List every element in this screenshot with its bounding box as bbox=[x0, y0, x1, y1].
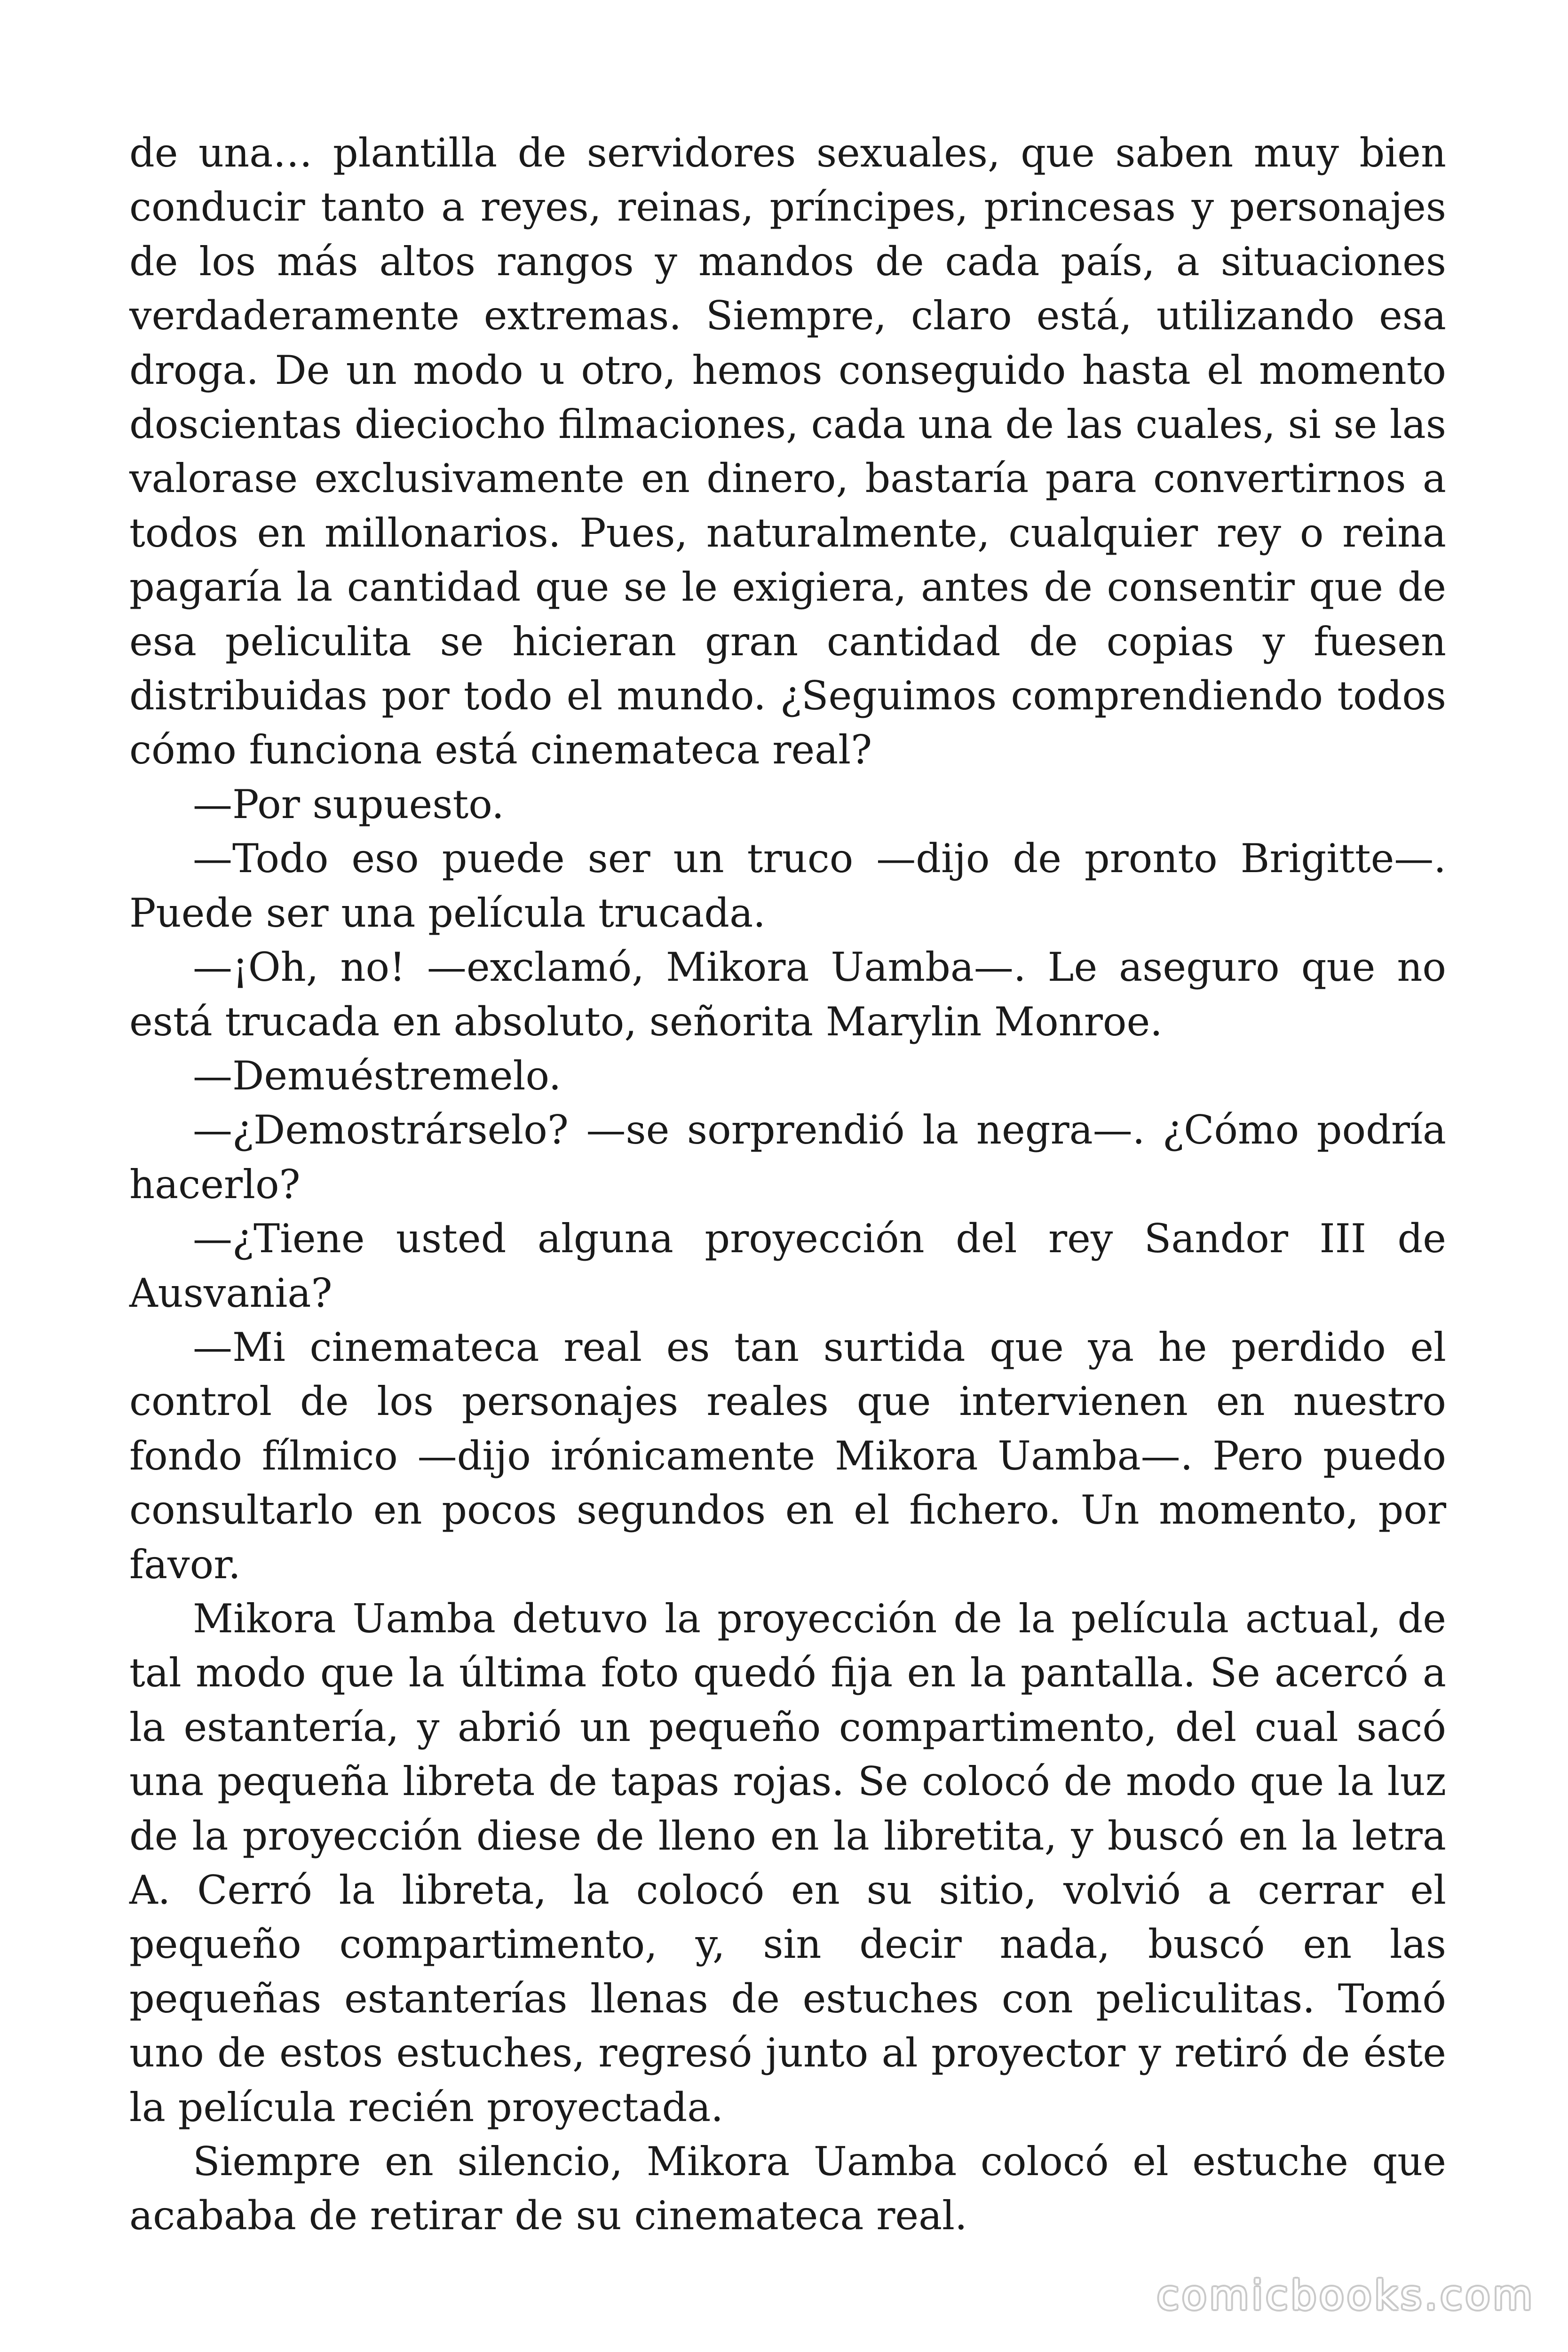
dialogue-paragraph: —Demuéstremelo. bbox=[193, 1052, 562, 1099]
page-text bbox=[129, 126, 1446, 2243]
dialogue-paragraph: —Por supuesto. bbox=[193, 781, 504, 827]
watermark: comicbooks.com bbox=[1156, 2272, 1535, 2319]
narrative-paragraph: Siempre en silencio, Mikora Uamba colocó el estuche que acababa de retirar de su cinemateca real. bbox=[129, 2138, 1446, 2239]
narrative-paragraph: Mikora Uamba detuvo la proyección de la película actual, de tal modo que la última foto quedó fija en la pantalla. Se acercó a la estantería, y abrió un pequeño compartimento, del cual sacó una pequeña libreta de tapas rojas. Se colocó de modo que la luz de la proyección diese de lleno en la libretita, y buscó en la letra A. Cerró la libreta, la colocó en su sitio, volvió a cerrar el pequeño compartimento, y, sin decir nada, buscó en las pequeñas estanterías llenas de estuches con peliculitas. Tomó uno de estos estuches, regresó junto al proyector y retiró de éste la película recién proyectada. bbox=[129, 1595, 1446, 2130]
dialogue-paragraph: —¡Oh, no! —exclamó, Mikora Uamba—. Le aseguro que no está trucada en absoluto, señorita Marylin Monroe. bbox=[129, 944, 1446, 1045]
dialogue-paragraph: —¿Demostrárselo? —se sorprendió la negra—. ¿Cómo podría hacerlo? bbox=[129, 1107, 1446, 1208]
dialogue-paragraph: —Mi cinemateca real es tan surtida que ya he perdido el control de los personajes reales que intervienen en nuestro fondo fílmico —dijo irónicamente Mikora Uamba—. Pero puedo consultarlo en pocos segundos en el fichero. Un momento, por favor. bbox=[129, 1324, 1446, 1588]
dialogue-paragraph: —¿Tiene usted alguna proyección del rey Sandor III de Ausvania? bbox=[129, 1216, 1446, 1316]
dialogue-paragraph: —Todo eso puede ser un truco —dijo de pronto Brigitte—. Puede ser una película trucada. bbox=[129, 835, 1446, 936]
paragraph-continued: de una… plantilla de servidores sexuales, que saben muy bien conducir tanto a reyes, reinas, príncipes, princesas y personajes de los más altos rangos y mandos de cada país, a situaciones verdaderamente extremas. Siempre, claro está, utilizando esa droga. De un modo u otro, hemos conseguido hasta el momento doscientas dieciocho filmaciones, cada una de las cuales, si se las valorase exclusivamente en dinero, bastaría para convertirnos a todos en millonarios. Pues, naturalmente, cualquier rey o reina pagaría la cantidad que se le exigiera, antes de consentir que de esa peliculita se hicieran gran cantidad de copias y fuesen distribuidas por todo el mundo. ¿Seguimos comprendiendo todos cómo funciona está cinemateca real? bbox=[129, 130, 1446, 773]
